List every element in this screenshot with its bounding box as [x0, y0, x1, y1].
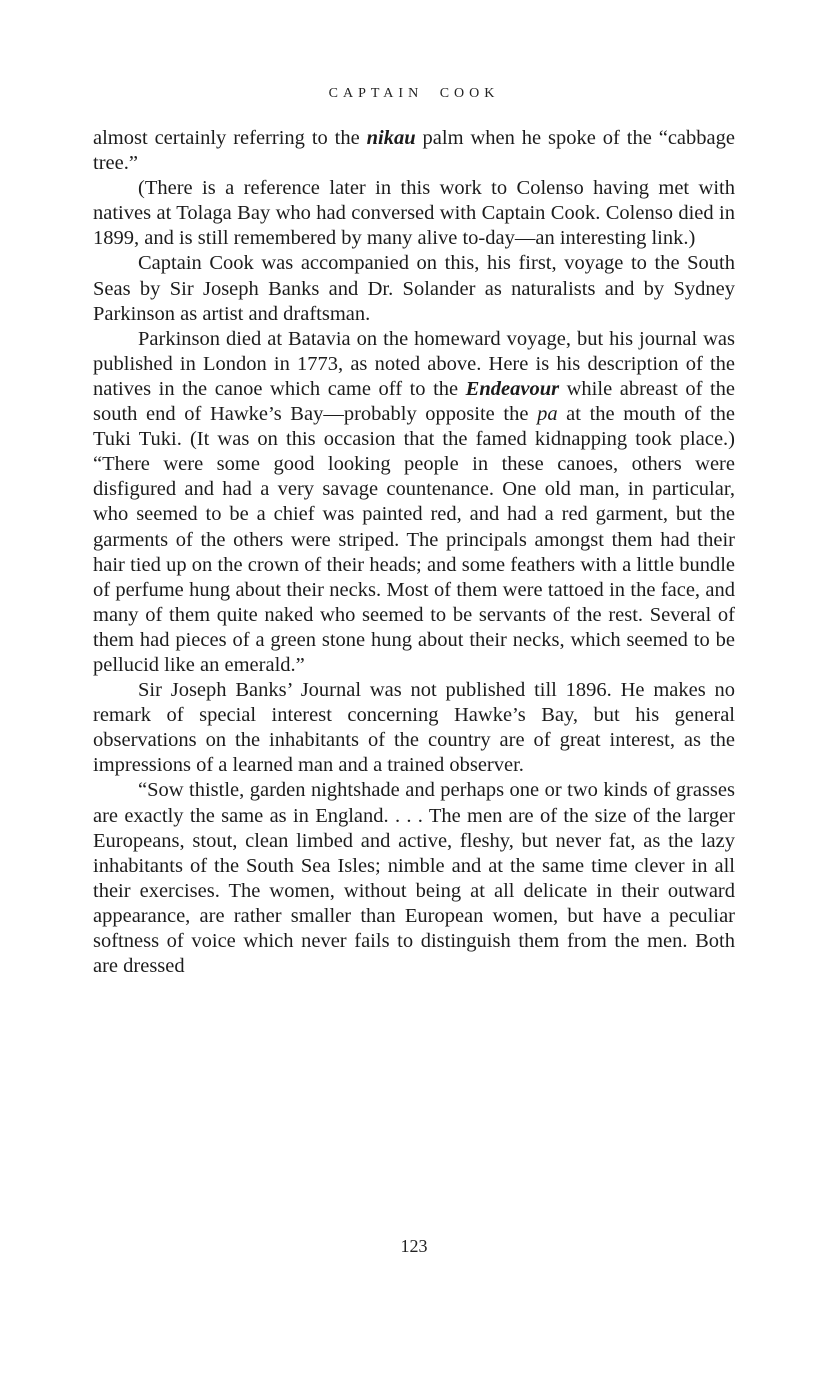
paragraph: [93, 678, 735, 778]
text-run: almost certainly referring to the: [93, 127, 367, 149]
page-number: 123: [400, 1236, 428, 1256]
text-run: palm when he spoke of the “cabbage tree.”: [93, 127, 735, 175]
paragraph: [93, 126, 735, 176]
emphasis-text: nikau: [366, 127, 416, 149]
text-run: Captain Cook was accompanied on this, his first, voyage to the South Seas by Sir Joseph Banks and Dr. Solander as naturalists and by Sydney Parkinson as artist and draftsman.: [93, 252, 735, 325]
paragraph: [93, 176, 735, 251]
running-head: CAPTAIN COOK: [328, 86, 500, 101]
book-page: [93, 0, 735, 1400]
text-run: while abreast of the south end of Hawke’s Bay—probably opposite the: [93, 377, 735, 426]
text-run: Sir Joseph Banks’ Journal was not published till 1896. He makes no remark of special interest concerning Hawke’s Bay, but his general observations on the inhabitants of the country are of great interest, as the impressions of a learned man and a trained observer.: [93, 679, 735, 777]
text-run: at the mouth of the Tuki Tuki. (It was on this occasion that the famed kidnapping took place.) “There were some good looking people in these canoes, others were disfigured and had a very savage countenance. One old man, in particular, who seemed to be a chief was painted red, and had a red garment, but the garments of the others were striped. The principals amongst them had their hair tied up on the crown of their heads; and some feathers with a little bundle of perfume hung about their necks. Most of them were tattoed in the face, and many of them quite naked who seemed to be servants of the rest. Several of them had pieces of a green stone hung about their necks, which seemed to be pellucid like an emerald.”: [93, 403, 735, 676]
text-run: Parkinson died at Batavia on the homeward voyage, but his journal was published in London in 1773, as noted above. Here is his description of the natives in the canoe which came off to the: [93, 327, 735, 400]
paragraph: [93, 327, 735, 678]
body-text: [93, 126, 735, 979]
text-run: (There is a reference later in this work to Colenso having met with natives at Tolaga Bay who had conversed with Captain Cook. Colenso died in 1899, and is still remembered by many alive to-day—an interesting link.): [93, 177, 735, 250]
text-run: “Sow thistle, garden nightshade and perhaps one or two kinds of grasses are exactly the same as in England. . . . The men are of the size of the larger Europeans, stout, clean limbed and active, fleshy, but never fat, as the lazy inhabitants of the South Sea Isles; nimble and at the same time clever in all their exercises. The women, without being at all delicate in their outward appearance, are rather smaller than European women, but have a peculiar softness of voice which never fails to distinguish them from the men. Both are dressed: [93, 779, 735, 978]
paragraph: [93, 778, 735, 979]
paragraph: [93, 251, 735, 326]
emphasis-text: pa: [537, 403, 558, 426]
emphasis-text: Endeavour: [465, 377, 560, 400]
